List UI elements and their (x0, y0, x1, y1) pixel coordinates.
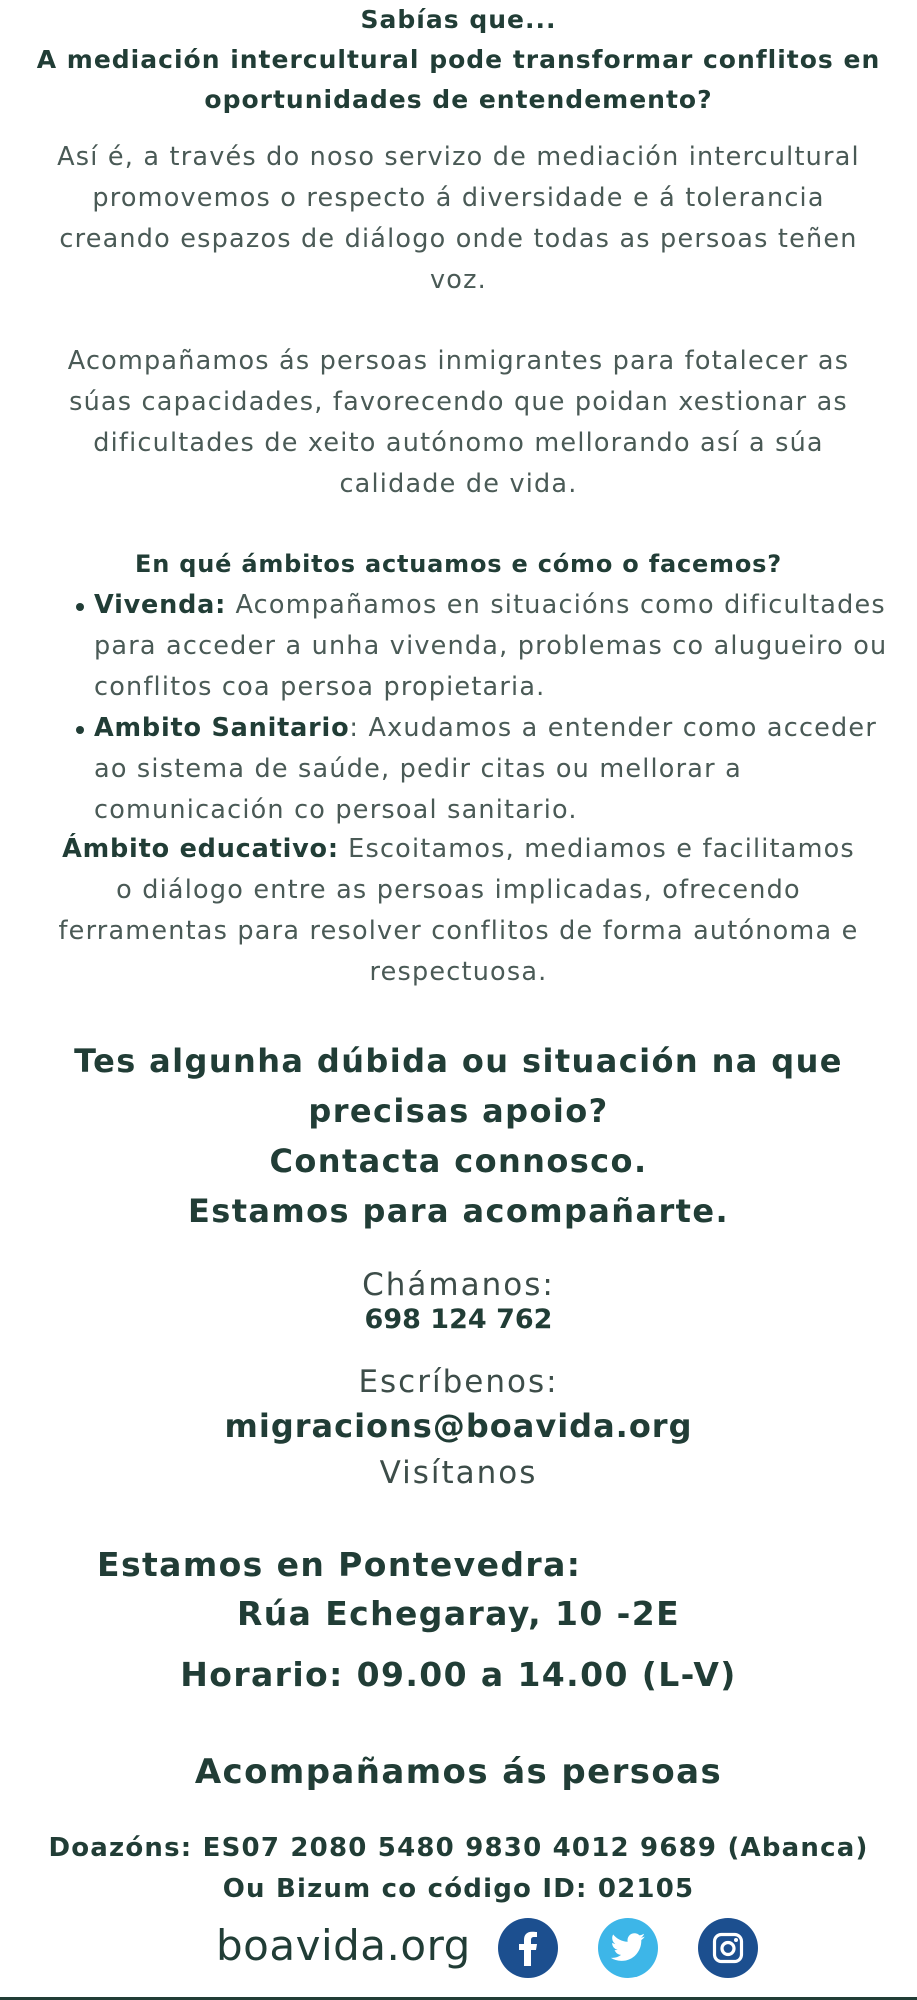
cta-line-2: precisas apoio? (308, 1092, 609, 1130)
visit-label: Visítanos (379, 1455, 538, 1491)
tagline: Acompañamos ás persoas (194, 1752, 723, 1792)
phone-link[interactable]: 698 124 762 (364, 1304, 553, 1335)
donations-bizum: Ou Bizum co código ID: 02105 (222, 1874, 695, 1904)
paragraph-support: Acompañamos ás persoas inmigrantes para fotalecer as súas capacidades, favorecendo que poidan xestionar as dificultades de xeito autónomo mellorando así a súa calidade de vida. (67, 346, 850, 499)
education-title: Ámbito educativo: (62, 834, 339, 864)
intro-line-1: Sabías que... (360, 5, 557, 34)
street-address: Rúa Echegaray, 10 -2E (236, 1594, 681, 1633)
cta-line-4: Estamos para acompañarte. (187, 1192, 730, 1230)
housing-title: Vivenda: (94, 590, 227, 620)
areas-list (70, 585, 904, 831)
facebook-icon (513, 1930, 543, 1966)
email-link[interactable]: migracions@boavida.org (224, 1407, 693, 1445)
areas-question: En qué ámbitos actuamos e cómo o facemos? (135, 550, 782, 578)
education-text: Escoitamos, mediamos e facilitamos o diálogo entre as persoas implicadas, ofrecendo ferramentas para resolver conflitos de forma autónoma e respectuosa. (58, 834, 859, 987)
call-to-action (0, 1036, 917, 1236)
instagram-link[interactable] (698, 1918, 758, 1978)
list-item-housing (94, 585, 904, 708)
intro-line-3: oportunidades de entendemento? (204, 85, 713, 114)
donations-bank: Doazóns: ES07 2080 5480 9830 4012 9689 (Abanca) (48, 1833, 869, 1863)
cta-line-3: Contacta connosco. (269, 1142, 648, 1180)
cta-line-1: Tes algunha dúbida ou situación na que (74, 1042, 843, 1080)
website-link[interactable]: boavida.org (216, 1921, 471, 1970)
intro-line-2: A mediación intercultural pode transformar conflitos en (36, 45, 881, 74)
call-label: Chámanos: (362, 1267, 555, 1303)
location-heading: Estamos en Pontevedra: (97, 1545, 582, 1584)
list-item-health (94, 708, 904, 831)
health-text: : Axudamos a entender como acceder ao sistema de saúde, pedir citas ou mellorar a comunicación co persoal sanitario. (94, 713, 878, 825)
housing-text: Acompañamos en situacións como dificultades para acceder a unha vivenda, problemas co alugueiro ou conflitos coa persoa propietaria. (94, 590, 888, 702)
footer (0, 1916, 917, 1980)
opening-hours: Horario: 09.00 a 14.00 (L-V) (180, 1655, 737, 1694)
paragraph-mediation: Así é, a través do noso servizo de mediación intercultural promovemos o respecto á diversidade e á tolerancia creando espazos de diálogo onde todas as persoas teñen voz. (57, 142, 860, 295)
facebook-link[interactable] (498, 1918, 558, 1978)
instagram-icon (712, 1932, 744, 1964)
health-title: Ambito Sanitario (94, 713, 350, 743)
education-paragraph (52, 829, 865, 993)
twitter-link[interactable] (598, 1918, 658, 1978)
twitter-icon (610, 1933, 646, 1963)
intro-heading (0, 0, 917, 120)
write-label: Escríbenos: (358, 1364, 559, 1400)
